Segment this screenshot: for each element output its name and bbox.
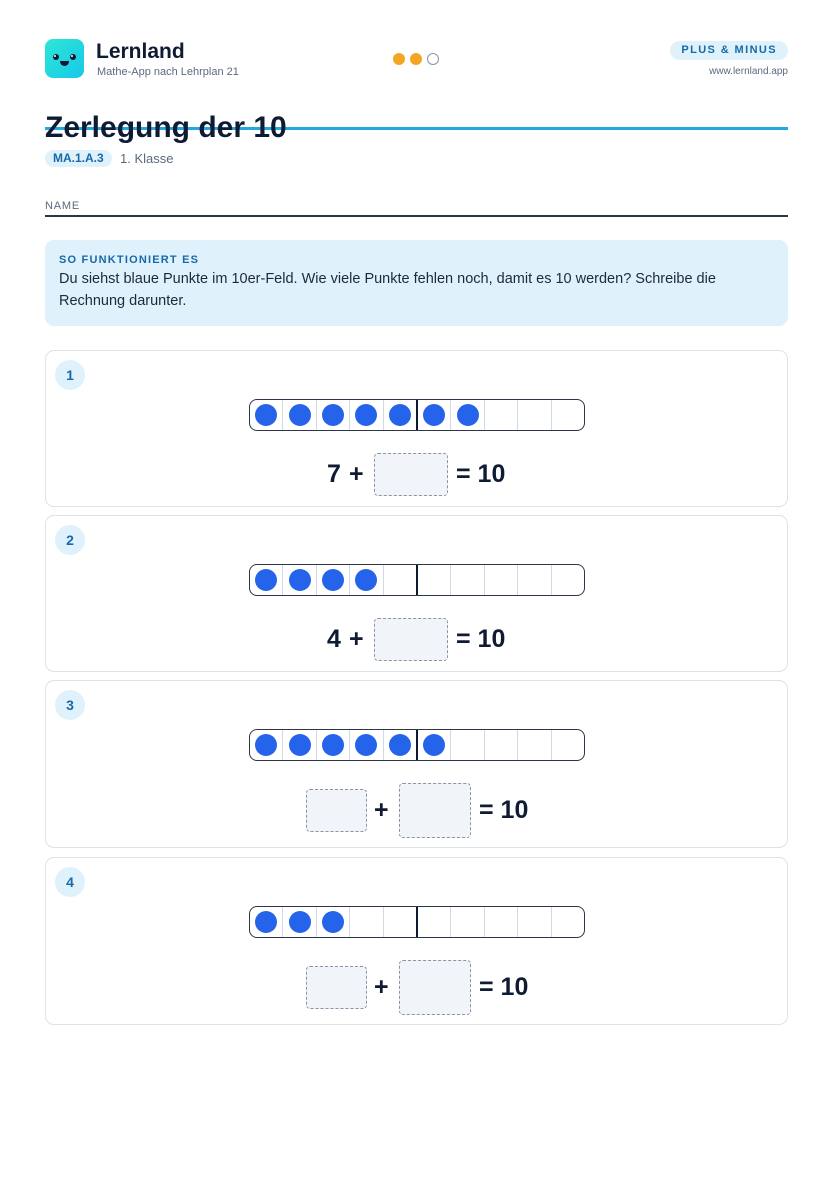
blue-dot-icon: [289, 404, 311, 426]
ten-frame-cell: [450, 907, 483, 937]
brand-name: Lernland: [96, 40, 185, 63]
topic-badge: PLUS & MINUS: [670, 41, 788, 60]
ten-frame: [249, 564, 585, 596]
instruction-heading: SO FUNKTIONIERT ES: [59, 254, 200, 266]
blue-dot-icon: [255, 569, 277, 591]
ten-frame: [249, 729, 585, 761]
header: [45, 38, 788, 92]
ten-frame-cell: [316, 730, 349, 760]
blue-dot-icon: [322, 569, 344, 591]
name-line[interactable]: [45, 215, 788, 217]
task-card-2: [45, 515, 788, 672]
blue-dot-icon: [289, 734, 311, 756]
ten-frame-cell: [383, 730, 416, 760]
ten-frame-cell: [416, 907, 450, 937]
task-card-3: [45, 680, 788, 848]
blue-dot-icon: [289, 569, 311, 591]
blue-dot-icon: [322, 734, 344, 756]
blue-dot-icon: [355, 569, 377, 591]
answer-box[interactable]: [399, 783, 471, 838]
difficulty-dot-1: [393, 53, 405, 65]
ten-frame-cell: [282, 730, 315, 760]
blue-dot-icon: [457, 404, 479, 426]
plus-sign: +: [349, 625, 364, 653]
plus-sign: +: [374, 973, 389, 1001]
name-label: NAME: [45, 200, 80, 212]
grade-label: 1. Klasse: [120, 151, 174, 166]
ten-frame-cell: [349, 400, 382, 430]
ten-frame-cell: [484, 730, 517, 760]
blue-dot-icon: [389, 734, 411, 756]
equation-result: = 10: [479, 796, 529, 824]
difficulty-indicator: [393, 53, 444, 65]
blue-dot-icon: [389, 404, 411, 426]
ten-frame-cell: [416, 565, 450, 595]
instruction-text: Du siehst blaue Punkte im 10er-Feld. Wie viele Punkte fehlen noch, damit es 10 werden? Schreibe die Rechnung darunter.: [59, 271, 716, 309]
ten-frame-cell: [484, 565, 517, 595]
ten-frame-cell: [450, 400, 483, 430]
blue-dot-icon: [322, 404, 344, 426]
blue-dot-icon: [289, 911, 311, 933]
ten-frame-cell: [250, 907, 282, 937]
ten-frame-cell: [517, 907, 550, 937]
ten-frame-cell: [551, 907, 584, 937]
ten-frame-cell: [416, 730, 450, 760]
page-title: Zerlegung der 10: [45, 111, 287, 144]
plus-sign: +: [374, 796, 389, 824]
ten-frame-cell: [551, 400, 584, 430]
equation-result: = 10: [456, 625, 506, 653]
ten-frame-cell: [250, 565, 282, 595]
difficulty-dot-3: [427, 53, 439, 65]
given-addend: 4: [327, 625, 341, 653]
ten-frame-cell: [349, 730, 382, 760]
blue-dot-icon: [355, 734, 377, 756]
ten-frame-cell: [383, 907, 416, 937]
ten-frame-cell: [517, 565, 550, 595]
plus-sign: +: [349, 460, 364, 488]
ten-frame-cell: [450, 730, 483, 760]
addend-box[interactable]: [306, 789, 367, 832]
curriculum-code-badge: MA.1.A.3: [45, 150, 112, 167]
ten-frame-cell: [282, 565, 315, 595]
task-number: 4: [55, 867, 85, 897]
ten-frame-cell: [383, 400, 416, 430]
lernland-logo-icon: [45, 39, 84, 78]
blue-dot-icon: [355, 404, 377, 426]
answer-box[interactable]: [374, 453, 448, 496]
ten-frame-cell: [349, 565, 382, 595]
ten-frame-cell: [282, 400, 315, 430]
task-number: 3: [55, 690, 85, 720]
task-number: 1: [55, 360, 85, 390]
answer-box[interactable]: [399, 960, 471, 1015]
difficulty-dot-2: [410, 53, 422, 65]
ten-frame-cell: [551, 565, 584, 595]
instruction-box: [45, 240, 788, 326]
equation-result: = 10: [479, 973, 529, 1001]
blue-dot-icon: [322, 911, 344, 933]
equation-result: = 10: [456, 460, 506, 488]
ten-frame: [249, 399, 585, 431]
blue-dot-icon: [423, 404, 445, 426]
ten-frame-cell: [316, 565, 349, 595]
website-url: www.lernland.app: [709, 66, 788, 77]
blue-dot-icon: [255, 734, 277, 756]
brand-tagline: Mathe-App nach Lehrplan 21: [97, 66, 239, 78]
ten-frame-cell: [349, 907, 382, 937]
task-number: 2: [55, 525, 85, 555]
ten-frame: [249, 906, 585, 938]
ten-frame-cell: [450, 565, 483, 595]
ten-frame-cell: [316, 400, 349, 430]
ten-frame-cell: [517, 400, 550, 430]
ten-frame-cell: [383, 565, 416, 595]
ten-frame-cell: [551, 730, 584, 760]
ten-frame-cell: [316, 907, 349, 937]
ten-frame-cell: [484, 907, 517, 937]
ten-frame-cell: [484, 400, 517, 430]
task-card-1: [45, 350, 788, 507]
ten-frame-cell: [517, 730, 550, 760]
blue-dot-icon: [255, 404, 277, 426]
ten-frame-cell: [282, 907, 315, 937]
ten-frame-cell: [250, 730, 282, 760]
ten-frame-cell: [416, 400, 450, 430]
answer-box[interactable]: [374, 618, 448, 661]
blue-dot-icon: [423, 734, 445, 756]
blue-dot-icon: [255, 911, 277, 933]
addend-box[interactable]: [306, 966, 367, 1009]
ten-frame-cell: [250, 400, 282, 430]
given-addend: 7: [327, 460, 341, 488]
task-card-4: [45, 857, 788, 1025]
